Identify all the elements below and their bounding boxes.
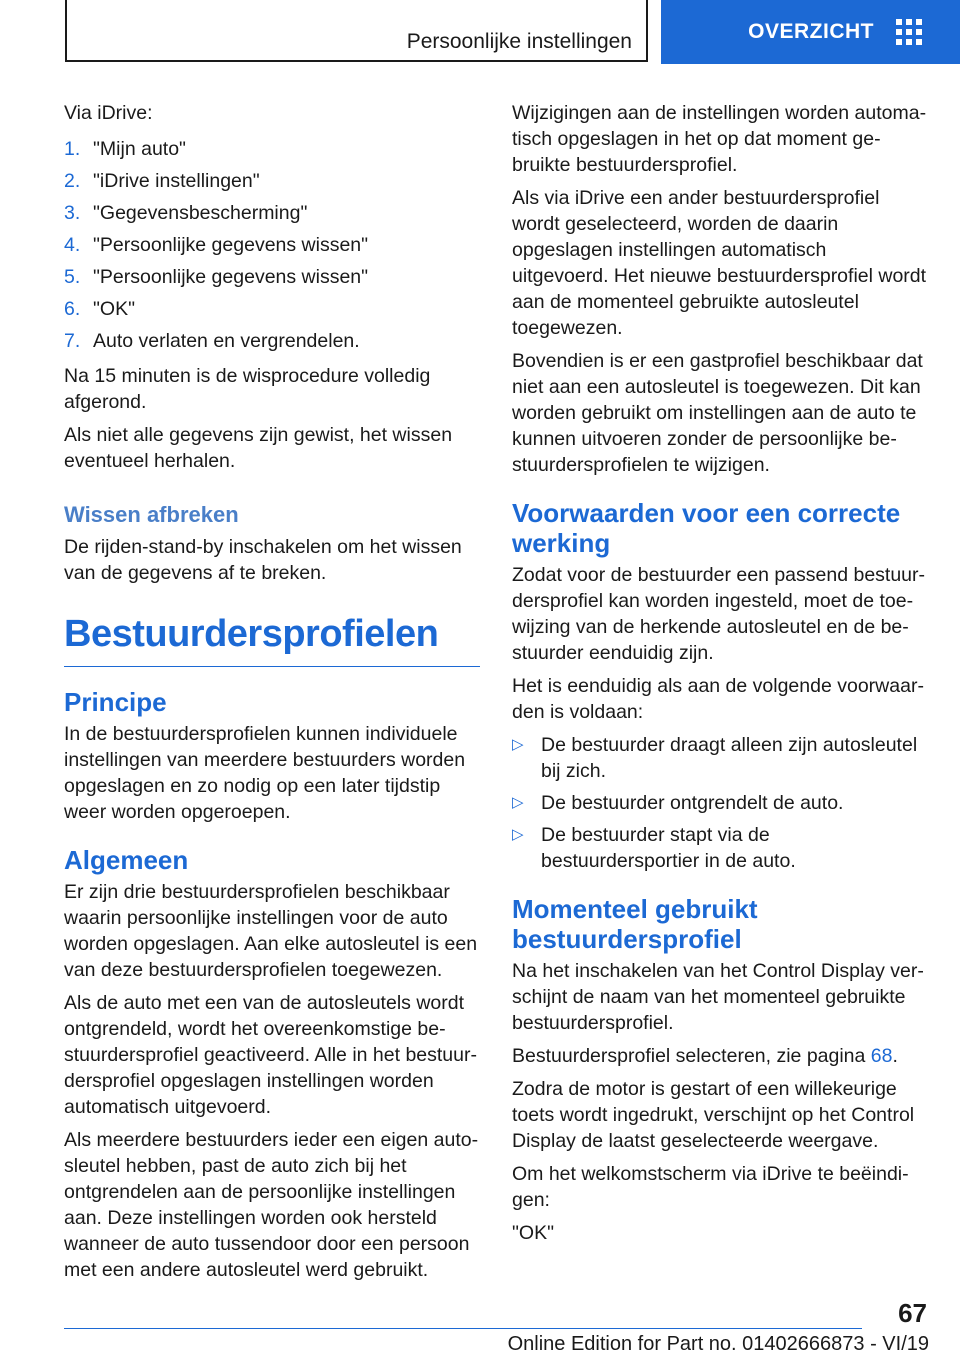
paragraph: Als de auto met een van de autosleutels wordt ontgrendeld, wordt het overeenkomstige bestuurdersprofiel geactiveerd. Alle in het bestuurdersprofiel opgeslagen instellingen worden automatisch uitgevoerd. [64, 992, 477, 1118]
paragraph: Om het welkomstscherm via iDrive te beëindigen: [512, 1163, 909, 1211]
triangle-bullet-icon: ▷ [512, 736, 524, 753]
paragraph: De rijden-stand-by inschakelen om het wissen van de gegevens af te breken. [64, 536, 462, 584]
list-item: 7. Auto verlaten en vergrendelen. [64, 330, 360, 352]
footer-edition: Online Edition for Part no. 01402666873 - VI/19 [507, 1333, 929, 1355]
left-column [64, 100, 480, 1290]
paragraph: Als via iDrive een ander bestuurdersprofiel wordt geselecteerd, worden de daarin opgeslagen instellingen automatisch uitgevoerd. Het nieuwe bestuurdersprofiel wordt aan de momenteel gebruikte autosleutel toegewezen. [512, 187, 927, 339]
section-heading-algemeen: Algemeen [64, 845, 189, 875]
paragraph: Na 15 minuten is de wisprocedure volledig afgerond. [64, 365, 431, 413]
paragraph: "OK" [512, 1222, 555, 1244]
paragraph: Als meerdere bestuurders ieder een eigen autosleutel hebben, past de auto zich bij het ontgrendelen aan de persoonlijke instellingen aan. Deze instellingen worden ook hersteld wanneer de auto tussendoor door een persoon met een andere autosleutel werd gebruikt. [64, 1129, 479, 1281]
footer-rule [64, 1328, 862, 1329]
paragraph: Zodra de motor is gestart of een willekeurige toets wordt ingedrukt, verschijnt op het Control Display de laatst geselecteerde weergave. [512, 1078, 915, 1152]
triangle-bullet-icon: ▷ [512, 826, 524, 843]
right-column [512, 100, 928, 1253]
paragraph: Wijzigingen aan de instellingen worden automatisch opgeslagen in het op dat moment gebruikte bestuurdersprofiel. [512, 102, 927, 176]
list-item: 2. "iDrive instellingen" [64, 170, 260, 192]
paragraph: Zodat voor de bestuurder een passend bestuurdersprofiel kan worden ingesteld, moet de toewijzing van de herkende autosleutel en de bestuurder eenduidig zijn. [512, 564, 926, 664]
conditions-list [512, 732, 928, 874]
grid-icon [896, 19, 922, 45]
page-number: 67 [898, 1298, 927, 1328]
paragraph: Het is eenduidig als aan de volgende voorwaarden is voldaan: [512, 675, 924, 723]
list-item: ▷ De bestuurder stapt via de bestuurdersportier in de auto. [512, 824, 796, 872]
list-item: 3. "Gegevensbescherming" [64, 202, 308, 224]
list-item: 6. "OK" [64, 298, 136, 320]
header-title: Persoonlijke instellingen [406, 30, 632, 53]
overview-label: OVERZICHT [748, 20, 874, 43]
list-item: ▷ De bestuurder draagt alleen zijn autosleutel bij zich. [512, 734, 918, 782]
page-link[interactable]: 68 [870, 1045, 893, 1067]
section-heading-momenteel: Momenteel gebruikt bestuurdersprofiel [512, 894, 758, 954]
header-tab [65, 0, 648, 62]
list-item: 4. "Persoonlijke gegevens wissen" [64, 234, 369, 256]
list-item: 1. "Mijn auto" [64, 138, 186, 160]
paragraph: Bovendien is er een gastprofiel beschikbaar dat niet aan een autosleutel is toegewezen. Dit kan worden gebruikt om instellingen aan de auto te kunnen uitvoeren zonder de persoonlijke bestuurdersprofielen te wijzigen. [512, 350, 923, 476]
overview-button[interactable] [661, 0, 960, 64]
section-heading-voorwaarden: Voorwaarden voor een correcte werking [512, 498, 901, 558]
list-item: ▷ De bestuurder ontgrendelt de auto. [512, 792, 844, 814]
section-heading-wissen: Wissen afbreken [64, 502, 239, 527]
page-header [65, 0, 960, 64]
steps-list [64, 133, 480, 357]
chapter-title: Bestuurdersprofielen [64, 613, 439, 655]
paragraph: In de bestuurdersprofielen kunnen individuele instellingen van meerdere bestuurders worden opgeslagen en zo nodig op een later tijdstip weer worden opgeroepen. [64, 723, 466, 823]
section-heading-principe: Principe [64, 687, 167, 717]
paragraph: Als niet alle gegevens zijn gewist, het wissen eventueel herhalen. [64, 424, 453, 472]
paragraph: Na het inschakelen van het Control Display verschijnt de naam van het momenteel gebruikte bestuurdersprofiel. [512, 960, 924, 1034]
triangle-bullet-icon: ▷ [512, 794, 524, 811]
paragraph: Bestuurdersprofiel selecteren, zie pagina 68. [512, 1045, 898, 1067]
paragraph: Er zijn drie bestuurdersprofielen beschikbaar waarin persoonlijke instellingen voor de auto worden opgeslagen. Aan elke autosleutel is een van deze bestuurdersprofielen toegewezen. [64, 881, 478, 981]
chapter-rule [64, 656, 480, 667]
intro-text: Via iDrive: [64, 102, 153, 124]
list-item: 5. "Persoonlijke gegevens wissen" [64, 266, 369, 288]
